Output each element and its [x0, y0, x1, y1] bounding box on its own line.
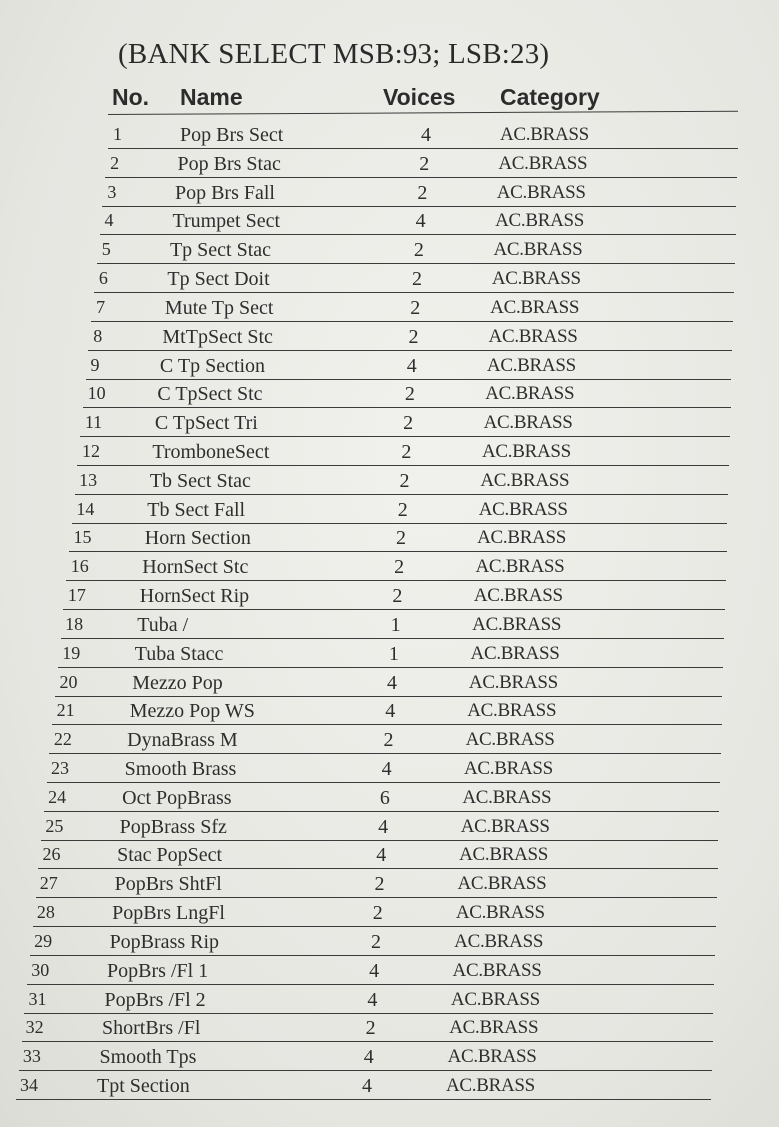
row-category: AC.BRASS: [464, 758, 553, 779]
row-number: 30: [31, 959, 50, 980]
row-category: AC.BRASS: [482, 441, 571, 462]
row-voices: 2: [372, 902, 383, 925]
table-row: [0, 178, 779, 206]
table-row: [0, 235, 779, 263]
row-name: C TpSect Stc: [157, 383, 263, 406]
row-number: 24: [48, 786, 67, 807]
row-number: 15: [73, 527, 92, 548]
table-row: [0, 1071, 779, 1099]
row-name: Pop Brs Sect: [180, 124, 284, 146]
row-category: AC.BRASS: [485, 383, 575, 405]
row-voices: 2: [395, 527, 406, 550]
table-row: [0, 754, 779, 782]
row-voices: 4: [406, 354, 417, 377]
row-name: Trumpet Sect: [172, 210, 281, 233]
row-voices: 2: [365, 1017, 376, 1040]
row-number: 6: [98, 268, 108, 289]
row-voices: 2: [413, 239, 424, 262]
table-row: [0, 840, 779, 868]
row-voices: 6: [379, 786, 390, 809]
table-row: [0, 293, 779, 321]
row-category: AC.BRASS: [483, 412, 573, 434]
page-title: (BANK SELECT MSB:93; LSB:23): [118, 38, 550, 70]
table-row: [0, 783, 779, 811]
row-voices: 1: [388, 642, 399, 665]
row-rule: [16, 1099, 711, 1100]
row-name: HornSect Rip: [139, 585, 250, 608]
row-category: AC.BRASS: [446, 1075, 535, 1096]
row-name: PopBrass Sfz: [119, 815, 227, 838]
row-number: 16: [70, 556, 89, 577]
row-name: DynaBrass M: [127, 729, 238, 752]
row-voices: 1: [390, 613, 401, 636]
row-name: Pop Brs Stac: [177, 152, 281, 175]
row-name: PopBrs ShtFl: [114, 873, 222, 896]
table-row: [0, 927, 779, 955]
row-name: C TpSect Tri: [154, 412, 258, 435]
header-category: Category: [500, 84, 600, 110]
row-name: TromboneSect: [152, 441, 270, 463]
row-voices: 4: [415, 210, 426, 233]
row-category: AC.BRASS: [462, 786, 552, 808]
header-name: Name: [180, 84, 243, 110]
row-number: 13: [79, 469, 98, 490]
row-category: AC.BRASS: [459, 844, 549, 866]
row-category: AC.BRASS: [452, 959, 542, 981]
row-name: Smooth Brass: [124, 758, 237, 780]
row-number: 28: [36, 902, 55, 923]
row-name: Pop Brs Fall: [174, 181, 275, 204]
row-number: 23: [51, 758, 69, 778]
row-category: AC.BRASS: [475, 556, 565, 578]
row-name: Horn Section: [144, 527, 251, 550]
table-row: [0, 149, 779, 177]
row-category: AC.BRASS: [465, 729, 555, 751]
row-voices: 4: [363, 1046, 374, 1069]
table-row: [0, 495, 779, 523]
row-voices: 2: [419, 152, 430, 175]
table-row: [0, 610, 779, 638]
row-category: AC.BRASS: [468, 671, 558, 693]
row-name: Oct PopBrass: [122, 786, 232, 809]
row-name: Mezzo Pop: [132, 671, 223, 694]
row-voices: 2: [399, 469, 410, 492]
row-category: AC.BRASS: [460, 815, 550, 837]
table-row: [0, 869, 779, 897]
row-voices: 2: [404, 383, 415, 406]
row-number: 1: [113, 124, 122, 144]
row-number: 17: [67, 585, 86, 606]
row-category: AC.BRASS: [486, 354, 576, 376]
table-row: [0, 379, 779, 407]
table-row: [0, 696, 779, 724]
row-name: Tuba Stacc: [134, 642, 224, 665]
row-name: PopBrs /Fl 2: [104, 988, 206, 1011]
row-number: 29: [34, 930, 53, 951]
row-number: 4: [104, 210, 114, 231]
row-category: AC.BRASS: [450, 988, 540, 1010]
row-category: AC.BRASS: [447, 1046, 537, 1068]
row-category: AC.BRASS: [490, 296, 580, 318]
table-row: [0, 581, 779, 609]
row-name: Tpt Section: [97, 1075, 190, 1097]
row-number: 34: [20, 1075, 38, 1095]
row-category: AC.BRASS: [454, 930, 544, 952]
row-name: Stac PopSect: [117, 844, 223, 867]
row-voices: 2: [374, 873, 385, 896]
row-voices: 4: [387, 671, 398, 694]
row-category: AC.BRASS: [455, 902, 545, 924]
table-row: [0, 351, 779, 379]
table-row: [0, 120, 779, 148]
table-row: [0, 408, 779, 436]
row-number: 27: [39, 873, 58, 894]
row-voices: 2: [392, 585, 403, 608]
table-row: [0, 985, 779, 1013]
row-number: 31: [28, 988, 47, 1009]
row-number: 5: [101, 239, 111, 260]
row-voices: 4: [378, 815, 389, 838]
row-category: AC.BRASS: [496, 181, 586, 203]
table-row: [0, 552, 779, 580]
row-number: 8: [93, 325, 103, 346]
row-name: Tuba /: [137, 613, 189, 636]
row-name: PopBrs /Fl 1: [107, 959, 209, 982]
row-number: 14: [76, 498, 95, 519]
row-voices: 2: [403, 412, 414, 435]
row-voices: 4: [385, 700, 396, 723]
row-number: 18: [65, 613, 84, 634]
row-name: Tb Sect Fall: [147, 498, 246, 521]
row-name: PopBrs LngFl: [112, 902, 225, 925]
row-voices: 4: [362, 1075, 372, 1097]
row-name: HornSect Stc: [142, 556, 249, 579]
row-voices: 2: [370, 930, 381, 953]
row-category: AC.BRASS: [500, 124, 589, 145]
row-category: AC.BRASS: [472, 613, 562, 635]
table-row: [0, 523, 779, 551]
row-number: 22: [53, 729, 72, 750]
row-voices: 4: [369, 959, 380, 982]
row-name: ShortBrs /Fl: [102, 1017, 201, 1040]
row-category: AC.BRASS: [470, 642, 560, 664]
row-name: Smooth Tps: [99, 1046, 197, 1069]
row-category: AC.BRASS: [477, 527, 567, 549]
row-category: AC.BRASS: [491, 268, 581, 290]
row-number: 3: [107, 181, 117, 202]
row-number: 32: [25, 1017, 44, 1038]
row-name: Mute Tp Sect: [164, 296, 274, 319]
row-number: 20: [59, 671, 78, 692]
row-category: AC.BRASS: [449, 1017, 539, 1039]
row-voices: 2: [417, 181, 428, 204]
row-voices: 2: [410, 296, 421, 319]
row-number: 33: [22, 1046, 41, 1067]
table-row: [0, 206, 779, 234]
row-voices: 2: [412, 268, 423, 291]
row-category: AC.BRASS: [473, 585, 563, 607]
header-no: No.: [112, 84, 150, 110]
row-category: AC.BRASS: [480, 469, 570, 491]
row-voices: 4: [381, 758, 392, 780]
row-category: AC.BRASS: [498, 152, 588, 174]
row-number: 26: [42, 844, 61, 865]
row-voices: 2: [408, 325, 419, 348]
row-number: 19: [62, 642, 81, 663]
row-name: C Tp Section: [159, 354, 266, 377]
row-category: AC.BRASS: [478, 498, 568, 520]
row-category: AC.BRASS: [457, 873, 547, 895]
row-category: AC.BRASS: [495, 210, 585, 232]
header-voices: Voices: [383, 84, 456, 110]
row-name: Tb Sect Stac: [149, 469, 251, 492]
row-number: 12: [82, 441, 100, 461]
row-voices: 4: [367, 988, 378, 1011]
row-name: Tp Sect Stac: [169, 239, 272, 262]
row-voices: 2: [394, 556, 405, 579]
table-row: [0, 1013, 779, 1041]
row-number: 2: [110, 152, 120, 173]
row-number: 11: [84, 412, 103, 433]
row-number: 25: [45, 815, 64, 836]
row-voices: 4: [421, 124, 431, 146]
row-number: 21: [56, 700, 75, 721]
row-voices: 2: [397, 498, 408, 521]
row-voices: 4: [376, 844, 387, 867]
row-category: AC.BRASS: [467, 700, 557, 722]
table-row: [0, 639, 779, 667]
row-category: AC.BRASS: [488, 325, 578, 347]
row-name: Mezzo Pop WS: [129, 700, 255, 723]
row-number: 7: [96, 296, 106, 317]
table-row: [0, 1042, 779, 1070]
table-row: [0, 466, 779, 494]
row-number: 9: [90, 354, 100, 375]
row-category: AC.BRASS: [493, 239, 583, 261]
row-voices: 2: [383, 729, 394, 752]
table-row: [0, 437, 779, 465]
row-number: 10: [87, 383, 106, 404]
table-row: [0, 956, 779, 984]
table-row: [0, 898, 779, 926]
row-name: Tp Sect Doit: [167, 268, 270, 291]
row-name: PopBrass Rip: [109, 930, 220, 953]
table-row: [0, 264, 779, 292]
table-row: [0, 725, 779, 753]
table-row: [0, 812, 779, 840]
table-row: [0, 322, 779, 350]
row-name: MtTpSect Stc: [162, 325, 273, 348]
table-row: [0, 668, 779, 696]
row-voices: 2: [401, 441, 412, 463]
